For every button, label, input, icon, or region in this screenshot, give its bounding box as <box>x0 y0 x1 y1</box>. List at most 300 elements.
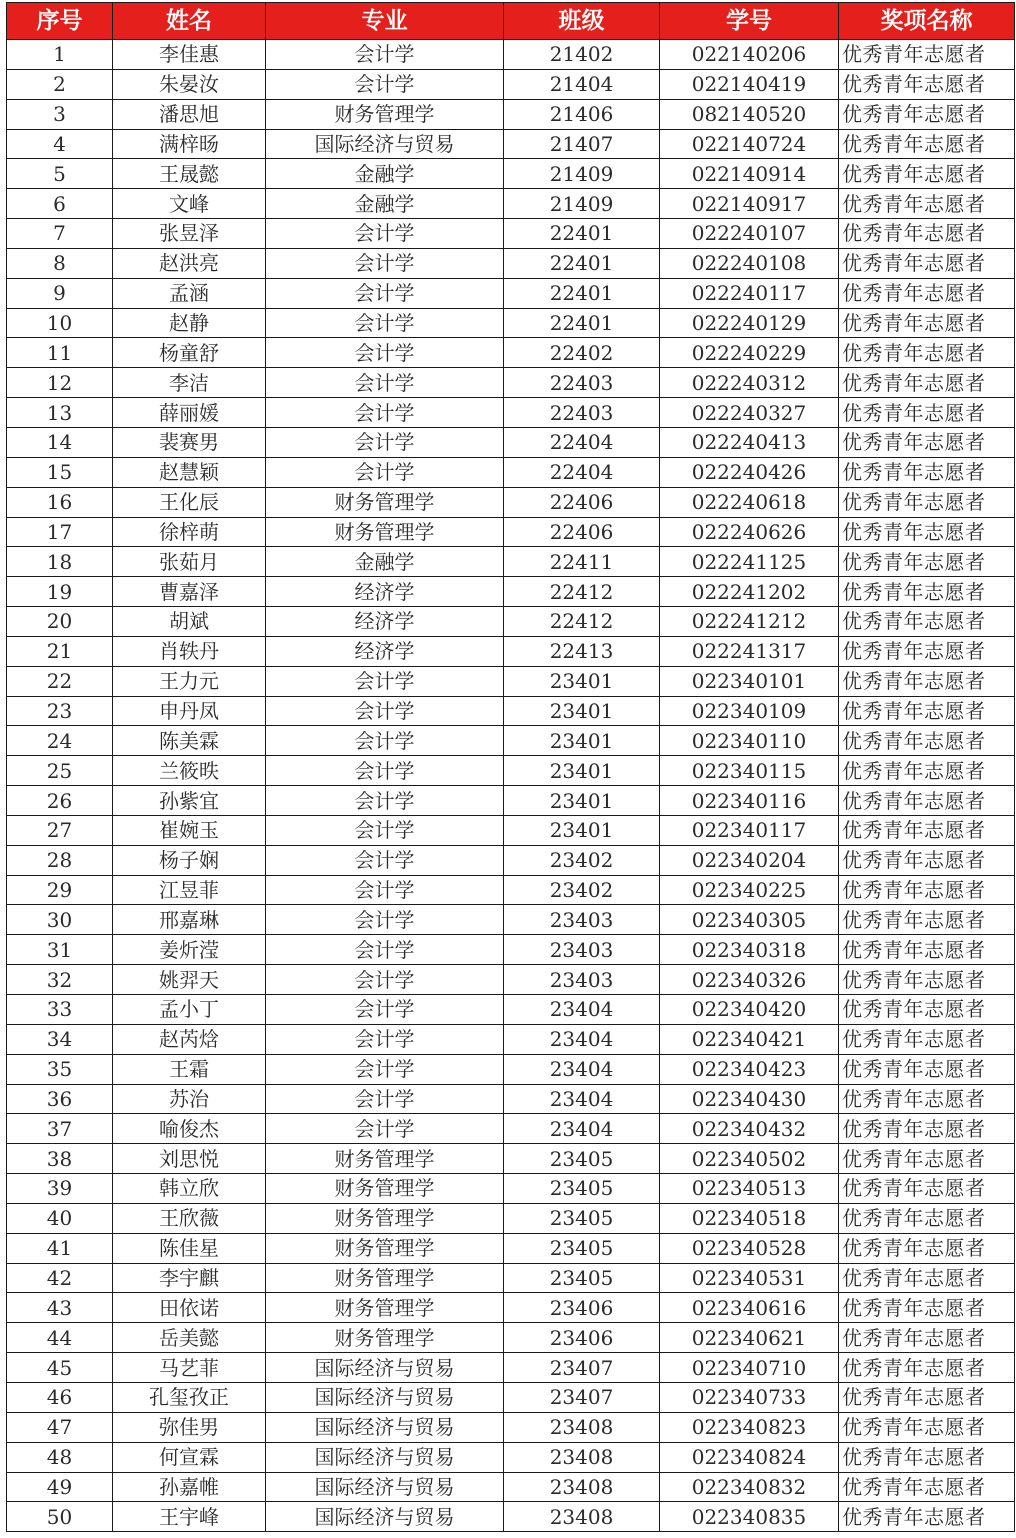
cell-class: 22401 <box>504 308 660 338</box>
cell-index: 4 <box>7 129 113 159</box>
cell-class: 23408 <box>504 1472 660 1502</box>
cell-index: 2 <box>7 69 113 99</box>
cell-student-id: 022340115 <box>660 756 839 786</box>
cell-student-id: 022241202 <box>660 577 839 607</box>
cell-award: 优秀青年志愿者 <box>839 1472 1015 1502</box>
cell-major: 会计学 <box>266 995 504 1025</box>
cell-award: 优秀青年志愿者 <box>839 1084 1015 1114</box>
cell-major: 会计学 <box>266 457 504 487</box>
cell-name: 潘思旭 <box>113 99 266 129</box>
cell-class: 22412 <box>504 577 660 607</box>
cell-name: 王晟懿 <box>113 159 266 189</box>
cell-index: 28 <box>7 845 113 875</box>
cell-name: 韩立欣 <box>113 1174 266 1204</box>
table-row <box>7 607 1015 637</box>
cell-name: 王力元 <box>113 666 266 696</box>
header-class: 班级 <box>504 3 660 40</box>
cell-class: 22404 <box>504 427 660 457</box>
cell-award: 优秀青年志愿者 <box>839 547 1015 577</box>
cell-index: 37 <box>7 1114 113 1144</box>
cell-class: 22403 <box>504 398 660 428</box>
cell-award: 优秀青年志愿者 <box>839 398 1015 428</box>
cell-award: 优秀青年志愿者 <box>839 577 1015 607</box>
cell-student-id: 022240229 <box>660 338 839 368</box>
cell-award: 优秀青年志愿者 <box>839 278 1015 308</box>
cell-index: 18 <box>7 547 113 577</box>
header-major: 专业 <box>266 3 504 40</box>
cell-index: 19 <box>7 577 113 607</box>
award-list-table <box>6 2 1015 1532</box>
cell-major: 会计学 <box>266 40 504 70</box>
table-row <box>7 219 1015 249</box>
cell-award: 优秀青年志愿者 <box>839 935 1015 965</box>
cell-name: 陈美霖 <box>113 726 266 756</box>
cell-name: 赵洪亮 <box>113 248 266 278</box>
cell-name: 赵芮焓 <box>113 1024 266 1054</box>
cell-student-id: 022340621 <box>660 1323 839 1353</box>
table-row <box>7 40 1015 70</box>
cell-index: 6 <box>7 189 113 219</box>
cell-major: 会计学 <box>266 905 504 935</box>
cell-award: 优秀青年志愿者 <box>839 40 1015 70</box>
table-row <box>7 1114 1015 1144</box>
cell-class: 22404 <box>504 457 660 487</box>
table-row <box>7 457 1015 487</box>
cell-student-id: 022140419 <box>660 69 839 99</box>
table-body <box>7 40 1015 1532</box>
cell-name: 裴赛男 <box>113 427 266 457</box>
cell-index: 14 <box>7 427 113 457</box>
cell-major: 会计学 <box>266 368 504 398</box>
cell-award: 优秀青年志愿者 <box>839 786 1015 816</box>
cell-major: 会计学 <box>266 965 504 995</box>
cell-class: 23404 <box>504 1084 660 1114</box>
cell-student-id: 022340832 <box>660 1472 839 1502</box>
cell-name: 朱晏汝 <box>113 69 266 99</box>
table-row <box>7 1472 1015 1502</box>
cell-award: 优秀青年志愿者 <box>839 1353 1015 1383</box>
cell-class: 23405 <box>504 1174 660 1204</box>
cell-major: 会计学 <box>266 278 504 308</box>
cell-student-id: 022340305 <box>660 905 839 935</box>
cell-major: 经济学 <box>266 577 504 607</box>
cell-class: 23404 <box>504 1054 660 1084</box>
cell-index: 27 <box>7 815 113 845</box>
cell-index: 13 <box>7 398 113 428</box>
table-row <box>7 427 1015 457</box>
table-row <box>7 1293 1015 1323</box>
table-row <box>7 1502 1015 1532</box>
cell-student-id: 022340225 <box>660 875 839 905</box>
cell-award: 优秀青年志愿者 <box>839 756 1015 786</box>
table-row <box>7 1233 1015 1263</box>
cell-index: 44 <box>7 1323 113 1353</box>
cell-name: 孟涵 <box>113 278 266 308</box>
cell-name: 肖轶丹 <box>113 636 266 666</box>
cell-class: 21404 <box>504 69 660 99</box>
cell-major: 国际经济与贸易 <box>266 1412 504 1442</box>
cell-major: 会计学 <box>266 666 504 696</box>
cell-major: 会计学 <box>266 1114 504 1144</box>
cell-student-id: 022241317 <box>660 636 839 666</box>
cell-index: 42 <box>7 1263 113 1293</box>
cell-award: 优秀青年志愿者 <box>839 1502 1015 1532</box>
cell-award: 优秀青年志愿者 <box>839 726 1015 756</box>
table-row <box>7 1054 1015 1084</box>
cell-major: 国际经济与贸易 <box>266 1472 504 1502</box>
cell-major: 国际经济与贸易 <box>266 1382 504 1412</box>
cell-student-id: 022140724 <box>660 129 839 159</box>
header-award: 奖项名称 <box>839 3 1015 40</box>
cell-name: 孙嘉帷 <box>113 1472 266 1502</box>
cell-award: 优秀青年志愿者 <box>839 1203 1015 1233</box>
cell-major: 会计学 <box>266 427 504 457</box>
cell-index: 22 <box>7 666 113 696</box>
cell-index: 35 <box>7 1054 113 1084</box>
cell-name: 喻俊杰 <box>113 1114 266 1144</box>
cell-student-id: 082140520 <box>660 99 839 129</box>
cell-class: 21406 <box>504 99 660 129</box>
cell-student-id: 022140206 <box>660 40 839 70</box>
cell-index: 34 <box>7 1024 113 1054</box>
cell-class: 23408 <box>504 1442 660 1472</box>
cell-student-id: 022240618 <box>660 487 839 517</box>
cell-index: 1 <box>7 40 113 70</box>
cell-name: 徐梓萌 <box>113 517 266 547</box>
cell-class: 23401 <box>504 756 660 786</box>
cell-name: 文峰 <box>113 189 266 219</box>
cell-class: 23401 <box>504 815 660 845</box>
cell-award: 优秀青年志愿者 <box>839 875 1015 905</box>
table-row <box>7 786 1015 816</box>
table-row <box>7 159 1015 189</box>
cell-student-id: 022340421 <box>660 1024 839 1054</box>
cell-index: 39 <box>7 1174 113 1204</box>
cell-name: 张茹月 <box>113 547 266 577</box>
cell-class: 23408 <box>504 1502 660 1532</box>
cell-name: 申丹凤 <box>113 696 266 726</box>
cell-major: 财务管理学 <box>266 99 504 129</box>
cell-award: 优秀青年志愿者 <box>839 308 1015 338</box>
table-row <box>7 1442 1015 1472</box>
cell-index: 8 <box>7 248 113 278</box>
table-row <box>7 1323 1015 1353</box>
cell-student-id: 022240129 <box>660 308 839 338</box>
cell-index: 50 <box>7 1502 113 1532</box>
table-row <box>7 756 1015 786</box>
cell-student-id: 022340733 <box>660 1382 839 1412</box>
cell-index: 38 <box>7 1144 113 1174</box>
table-row <box>7 487 1015 517</box>
cell-student-id: 022340116 <box>660 786 839 816</box>
cell-name: 姜炘滢 <box>113 935 266 965</box>
cell-class: 22411 <box>504 547 660 577</box>
cell-class: 23401 <box>504 666 660 696</box>
cell-name: 江昱菲 <box>113 875 266 905</box>
cell-award: 优秀青年志愿者 <box>839 845 1015 875</box>
cell-index: 11 <box>7 338 113 368</box>
cell-major: 会计学 <box>266 1084 504 1114</box>
table-row <box>7 278 1015 308</box>
cell-student-id: 022140914 <box>660 159 839 189</box>
cell-class: 22412 <box>504 607 660 637</box>
cell-index: 32 <box>7 965 113 995</box>
cell-student-id: 022340117 <box>660 815 839 845</box>
cell-class: 23402 <box>504 845 660 875</box>
cell-name: 崔婉玉 <box>113 815 266 845</box>
cell-class: 22406 <box>504 517 660 547</box>
cell-index: 12 <box>7 368 113 398</box>
cell-class: 23405 <box>504 1203 660 1233</box>
table-row <box>7 965 1015 995</box>
cell-award: 优秀青年志愿者 <box>839 636 1015 666</box>
cell-award: 优秀青年志愿者 <box>839 99 1015 129</box>
cell-award: 优秀青年志愿者 <box>839 1263 1015 1293</box>
cell-class: 23405 <box>504 1144 660 1174</box>
cell-index: 25 <box>7 756 113 786</box>
cell-major: 会计学 <box>266 398 504 428</box>
table-row <box>7 666 1015 696</box>
cell-student-id: 022340204 <box>660 845 839 875</box>
cell-name: 孔玺孜正 <box>113 1382 266 1412</box>
cell-major: 会计学 <box>266 845 504 875</box>
cell-award: 优秀青年志愿者 <box>839 995 1015 1025</box>
table-row <box>7 1174 1015 1204</box>
cell-class: 22402 <box>504 338 660 368</box>
cell-student-id: 022340109 <box>660 696 839 726</box>
table-row <box>7 308 1015 338</box>
cell-class: 22401 <box>504 278 660 308</box>
cell-name: 姚羿天 <box>113 965 266 995</box>
cell-major: 财务管理学 <box>266 1144 504 1174</box>
cell-index: 30 <box>7 905 113 935</box>
cell-class: 23403 <box>504 935 660 965</box>
cell-student-id: 022340110 <box>660 726 839 756</box>
cell-student-id: 022340823 <box>660 1412 839 1442</box>
cell-class: 22401 <box>504 248 660 278</box>
cell-student-id: 022340835 <box>660 1502 839 1532</box>
cell-award: 优秀青年志愿者 <box>839 368 1015 398</box>
table-row <box>7 995 1015 1025</box>
cell-major: 会计学 <box>266 815 504 845</box>
cell-student-id: 022240108 <box>660 248 839 278</box>
cell-name: 陈佳星 <box>113 1233 266 1263</box>
cell-major: 国际经济与贸易 <box>266 129 504 159</box>
cell-student-id: 022340513 <box>660 1174 839 1204</box>
cell-index: 46 <box>7 1382 113 1412</box>
cell-award: 优秀青年志愿者 <box>839 1382 1015 1412</box>
cell-class: 22406 <box>504 487 660 517</box>
table-row <box>7 1263 1015 1293</box>
cell-index: 47 <box>7 1412 113 1442</box>
cell-class: 21407 <box>504 129 660 159</box>
table-row <box>7 875 1015 905</box>
cell-class: 21402 <box>504 40 660 70</box>
cell-class: 23404 <box>504 995 660 1025</box>
table-row <box>7 338 1015 368</box>
cell-index: 36 <box>7 1084 113 1114</box>
table-row <box>7 1024 1015 1054</box>
cell-class: 23408 <box>504 1412 660 1442</box>
cell-major: 会计学 <box>266 1024 504 1054</box>
table-row <box>7 905 1015 935</box>
cell-major: 金融学 <box>266 189 504 219</box>
cell-award: 优秀青年志愿者 <box>839 248 1015 278</box>
table-row <box>7 129 1015 159</box>
table-row <box>7 935 1015 965</box>
cell-class: 23401 <box>504 696 660 726</box>
table-row <box>7 815 1015 845</box>
cell-class: 22401 <box>504 219 660 249</box>
cell-name: 王宇峰 <box>113 1502 266 1532</box>
cell-award: 优秀青年志愿者 <box>839 666 1015 696</box>
cell-award: 优秀青年志愿者 <box>839 815 1015 845</box>
cell-name: 刘思悦 <box>113 1144 266 1174</box>
cell-student-id: 022340528 <box>660 1233 839 1263</box>
cell-major: 会计学 <box>266 726 504 756</box>
cell-name: 李宇麒 <box>113 1263 266 1293</box>
cell-student-id: 022240426 <box>660 457 839 487</box>
cell-major: 会计学 <box>266 786 504 816</box>
cell-name: 李佳惠 <box>113 40 266 70</box>
cell-major: 会计学 <box>266 756 504 786</box>
cell-award: 优秀青年志愿者 <box>839 338 1015 368</box>
cell-student-id: 022340101 <box>660 666 839 696</box>
cell-student-id: 022340432 <box>660 1114 839 1144</box>
cell-name: 李洁 <box>113 368 266 398</box>
cell-student-id: 022140917 <box>660 189 839 219</box>
cell-student-id: 022340430 <box>660 1084 839 1114</box>
cell-major: 会计学 <box>266 69 504 99</box>
cell-award: 优秀青年志愿者 <box>839 159 1015 189</box>
cell-major: 财务管理学 <box>266 517 504 547</box>
cell-name: 邢嘉琳 <box>113 905 266 935</box>
header-student-id: 学号 <box>660 3 839 40</box>
header-name: 姓名 <box>113 3 266 40</box>
cell-class: 21409 <box>504 189 660 219</box>
cell-award: 优秀青年志愿者 <box>839 1174 1015 1204</box>
cell-index: 15 <box>7 457 113 487</box>
cell-student-id: 022241212 <box>660 607 839 637</box>
cell-name: 曹嘉泽 <box>113 577 266 607</box>
cell-class: 23406 <box>504 1323 660 1353</box>
header-index: 序号 <box>7 3 113 40</box>
cell-major: 财务管理学 <box>266 1174 504 1204</box>
cell-class: 23403 <box>504 965 660 995</box>
cell-award: 优秀青年志愿者 <box>839 1233 1015 1263</box>
cell-student-id: 022340423 <box>660 1054 839 1084</box>
cell-award: 优秀青年志愿者 <box>839 1412 1015 1442</box>
table-row <box>7 845 1015 875</box>
cell-class: 23407 <box>504 1353 660 1383</box>
table-row <box>7 1144 1015 1174</box>
cell-name: 张昱泽 <box>113 219 266 249</box>
cell-index: 33 <box>7 995 113 1025</box>
cell-class: 21409 <box>504 159 660 189</box>
cell-award: 优秀青年志愿者 <box>839 1144 1015 1174</box>
cell-index: 5 <box>7 159 113 189</box>
cell-class: 23401 <box>504 786 660 816</box>
cell-award: 优秀青年志愿者 <box>839 965 1015 995</box>
cell-award: 优秀青年志愿者 <box>839 517 1015 547</box>
cell-major: 会计学 <box>266 308 504 338</box>
header-row <box>7 3 1015 40</box>
cell-class: 23402 <box>504 875 660 905</box>
cell-student-id: 022340531 <box>660 1263 839 1293</box>
cell-name: 薛丽媛 <box>113 398 266 428</box>
cell-index: 21 <box>7 636 113 666</box>
table-row <box>7 636 1015 666</box>
cell-student-id: 022340420 <box>660 995 839 1025</box>
table-row <box>7 99 1015 129</box>
cell-name: 弥佳男 <box>113 1412 266 1442</box>
table-row <box>7 577 1015 607</box>
cell-major: 国际经济与贸易 <box>266 1353 504 1383</box>
table-row <box>7 1412 1015 1442</box>
cell-index: 10 <box>7 308 113 338</box>
cell-student-id: 022340518 <box>660 1203 839 1233</box>
cell-index: 49 <box>7 1472 113 1502</box>
cell-award: 优秀青年志愿者 <box>839 219 1015 249</box>
table-row <box>7 1084 1015 1114</box>
cell-major: 国际经济与贸易 <box>266 1502 504 1532</box>
cell-name: 田依诺 <box>113 1293 266 1323</box>
cell-major: 会计学 <box>266 219 504 249</box>
cell-class: 23406 <box>504 1293 660 1323</box>
table-row <box>7 69 1015 99</box>
cell-class: 23405 <box>504 1263 660 1293</box>
cell-class: 22413 <box>504 636 660 666</box>
cell-name: 胡斌 <box>113 607 266 637</box>
cell-index: 43 <box>7 1293 113 1323</box>
cell-name: 王化辰 <box>113 487 266 517</box>
cell-index: 3 <box>7 99 113 129</box>
cell-major: 国际经济与贸易 <box>266 1442 504 1472</box>
cell-name: 杨子娴 <box>113 845 266 875</box>
cell-award: 优秀青年志愿者 <box>839 1293 1015 1323</box>
cell-name: 马艺菲 <box>113 1353 266 1383</box>
cell-class: 23401 <box>504 726 660 756</box>
cell-major: 财务管理学 <box>266 1263 504 1293</box>
cell-index: 9 <box>7 278 113 308</box>
table-row <box>7 517 1015 547</box>
cell-major: 经济学 <box>266 607 504 637</box>
cell-student-id: 022241125 <box>660 547 839 577</box>
cell-class: 23405 <box>504 1233 660 1263</box>
cell-student-id: 022340502 <box>660 1144 839 1174</box>
table-row <box>7 189 1015 219</box>
table-row <box>7 1203 1015 1233</box>
cell-class: 23403 <box>504 905 660 935</box>
cell-award: 优秀青年志愿者 <box>839 189 1015 219</box>
table-row <box>7 368 1015 398</box>
cell-name: 苏治 <box>113 1084 266 1114</box>
cell-class: 23407 <box>504 1382 660 1412</box>
cell-index: 24 <box>7 726 113 756</box>
cell-major: 会计学 <box>266 875 504 905</box>
cell-student-id: 022340326 <box>660 965 839 995</box>
cell-index: 29 <box>7 875 113 905</box>
cell-award: 优秀青年志愿者 <box>839 457 1015 487</box>
table-row <box>7 547 1015 577</box>
cell-index: 45 <box>7 1353 113 1383</box>
cell-class: 22403 <box>504 368 660 398</box>
cell-index: 17 <box>7 517 113 547</box>
cell-name: 王霜 <box>113 1054 266 1084</box>
cell-major: 财务管理学 <box>266 1233 504 1263</box>
cell-major: 财务管理学 <box>266 487 504 517</box>
cell-student-id: 022240327 <box>660 398 839 428</box>
